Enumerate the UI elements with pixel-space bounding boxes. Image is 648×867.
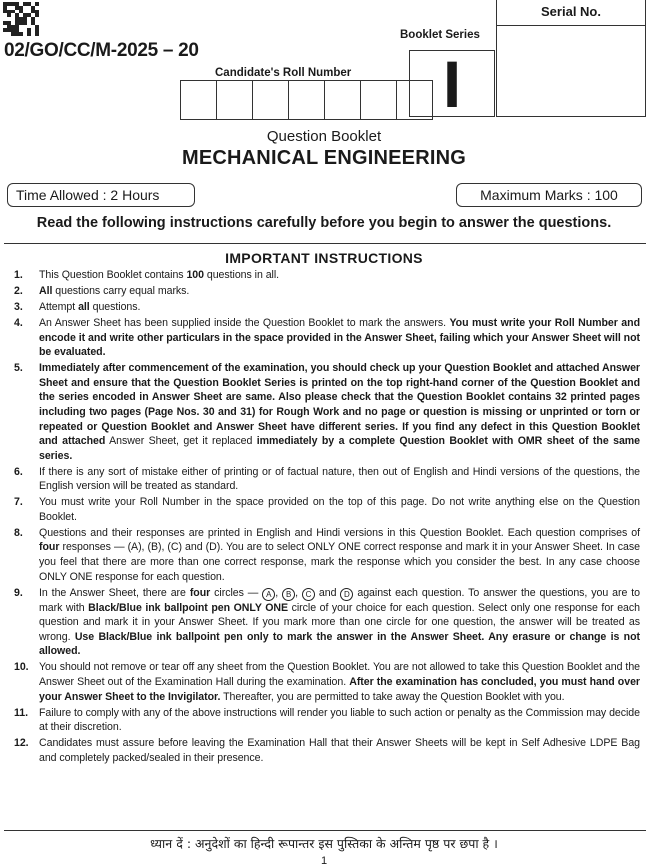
instruction-item bbox=[14, 316, 640, 360]
booklet-series-value: I bbox=[442, 46, 462, 121]
instruction-item bbox=[14, 660, 640, 704]
roll-number-label: Candidate's Roll Number bbox=[215, 67, 352, 79]
instruction-number: 5. bbox=[14, 362, 23, 375]
roll-number-cell[interactable] bbox=[397, 81, 433, 119]
instruction-text: This Question Booklet contains 100 questions in all. bbox=[39, 269, 280, 281]
roll-number-cell[interactable] bbox=[253, 81, 289, 119]
instruction-text: If there is any sort of mistake either of printing or of factual nature, then out of English and Hindi versions of the questions, the English version will be treated as standard. bbox=[39, 465, 640, 493]
instruction-number: 2. bbox=[14, 284, 23, 297]
instructions-heading: IMPORTANT INSTRUCTIONS bbox=[225, 250, 423, 266]
instruction-number: 8. bbox=[14, 526, 23, 539]
instruction-text: All questions carry equal marks. bbox=[39, 284, 190, 297]
time-allowed: Time Allowed : 2 Hours bbox=[7, 183, 195, 207]
booklet-title: Question Booklet bbox=[266, 128, 382, 145]
instruction-number: 12. bbox=[14, 737, 29, 750]
instruction-item bbox=[14, 465, 640, 494]
instruction-item bbox=[14, 361, 640, 463]
page-number: 1 bbox=[320, 855, 328, 867]
instruction-item bbox=[14, 495, 640, 524]
roll-number-grid[interactable] bbox=[180, 80, 433, 120]
instruction-number: 10. bbox=[14, 661, 29, 674]
serial-number-label: Serial No. bbox=[541, 4, 601, 19]
instruction-item bbox=[14, 526, 640, 584]
instruction-number: 3. bbox=[14, 300, 23, 313]
subject-title: MECHANICAL ENGINEERING bbox=[181, 147, 467, 169]
instruction-text: You should not remove or tear off any sheet from the Question Booklet. You are not allowed to take this Question Booklet and the Answer Sheet out of the Examination Hall during the examination. After the examination has concluded, you must hand over your Answer Sheet to the Invigilator. Thereafter, you are permitted to take away the Question Booklet with you. bbox=[39, 661, 640, 703]
instruction-number: 4. bbox=[14, 316, 23, 329]
instruction-number: 11. bbox=[14, 706, 28, 719]
instruction-item bbox=[14, 586, 640, 659]
roll-number-cell[interactable] bbox=[181, 81, 217, 119]
divider-bottom bbox=[4, 830, 646, 831]
instruction-item bbox=[14, 300, 640, 315]
instruction-text: Immediately after commencement of the examination, you should check up your Question Booklet and attached Answer Sheet and ensure that the Question Booklet Series is printed on the top right-hand corner of the Question Booklet and the series encoded in Answer Sheet are same. Also please check that the Question Booklet contains 32 printed pages including two pages (Page Nos. 30 and 31) for Rough Work and no page or question is missing or unprinted or torn or repeated or Question Booklet and Answer Sheet have different series. If you find any defect in this Question Booklet and attached Answer Sheet, get it replaced immediately by a complete Question Booklet with OMR sheet of the same series. bbox=[39, 362, 640, 462]
roll-number-cell[interactable] bbox=[325, 81, 361, 119]
qr-code bbox=[3, 2, 39, 36]
instruction-number: 1. bbox=[14, 269, 23, 281]
instruction-text: Failure to comply with any of the above instructions will render you liable to such action or penalty as the Commission may decide at their discretion. bbox=[39, 706, 640, 734]
instruction-number: 6. bbox=[14, 465, 23, 478]
read-notice: Read the following instructions carefully before you begin to answer the questions. bbox=[36, 215, 612, 231]
instruction-item bbox=[14, 268, 640, 283]
maximum-marks: Maximum Marks : 100 bbox=[456, 183, 642, 207]
divider-top bbox=[4, 243, 646, 244]
instruction-item bbox=[14, 706, 640, 735]
instruction-item bbox=[14, 736, 640, 765]
exam-code: 02/GO/CC/M-2025 – 20 bbox=[4, 40, 199, 61]
hindi-note: ध्यान दें : अनुदेशों का हिन्दी रूपान्तर इस पुस्तिका के अन्तिम पृष्ठ पर छपा है । bbox=[150, 836, 498, 851]
instruction-item bbox=[14, 284, 640, 299]
roll-number-cell[interactable] bbox=[289, 81, 325, 119]
booklet-series-label: Booklet Series bbox=[400, 29, 480, 41]
serial-divider bbox=[496, 25, 646, 26]
instruction-text: Questions and their responses are printed in English and Hindi versions in this Question Booklet. Each question comprises of four responses — (A), (B), (C) and (D). You are to select ONLY ONE correct response and mark it in your Answer Sheet. In case you feel that there are more than one correct response, mark the response which you consider the best. In any case choose ONLY ONE response for each question. bbox=[39, 526, 640, 583]
instruction-text: Attempt all questions. bbox=[39, 300, 141, 313]
roll-number-cell[interactable] bbox=[361, 81, 397, 119]
instruction-number: 7. bbox=[14, 496, 23, 509]
instruction-number: 9. bbox=[14, 586, 23, 599]
instructions-list bbox=[14, 268, 640, 767]
roll-number-cell[interactable] bbox=[217, 81, 253, 119]
instruction-text: An Answer Sheet has been supplied inside the Question Booklet to mark the answers. You must write your Roll Number and encode it and write other particulars in the space provided in the Answer Sheet, failing which your Answer Sheet will not be evaluated. bbox=[39, 316, 640, 359]
instruction-text: Candidates must assure before leaving the Examination Hall that their Answer Sheets will be kept in Self Adhesive LDPE Bag and completely packed/sealed in their presence. bbox=[39, 737, 640, 764]
instruction-text: You must write your Roll Number in the space provided on the top of this page. Do not write anything else on the Question Booklet. bbox=[39, 496, 640, 523]
instruction-text: In the Answer Sheet, there are four circles — A , B , C and D against each question. To answer the questions, you are to mark with Black/Blue ink ballpoint pen ONLY ONE circle of your choice for each question. Select only one response for each question and mark it in your Answer Sheet. If you mark more than one circle for one question, the answer will be treated as wrong. Use Black/Blue ink ballpoint pen only to mark the answer in the Answer Sheet. Any erasure or change is not allowed. bbox=[39, 586, 640, 658]
